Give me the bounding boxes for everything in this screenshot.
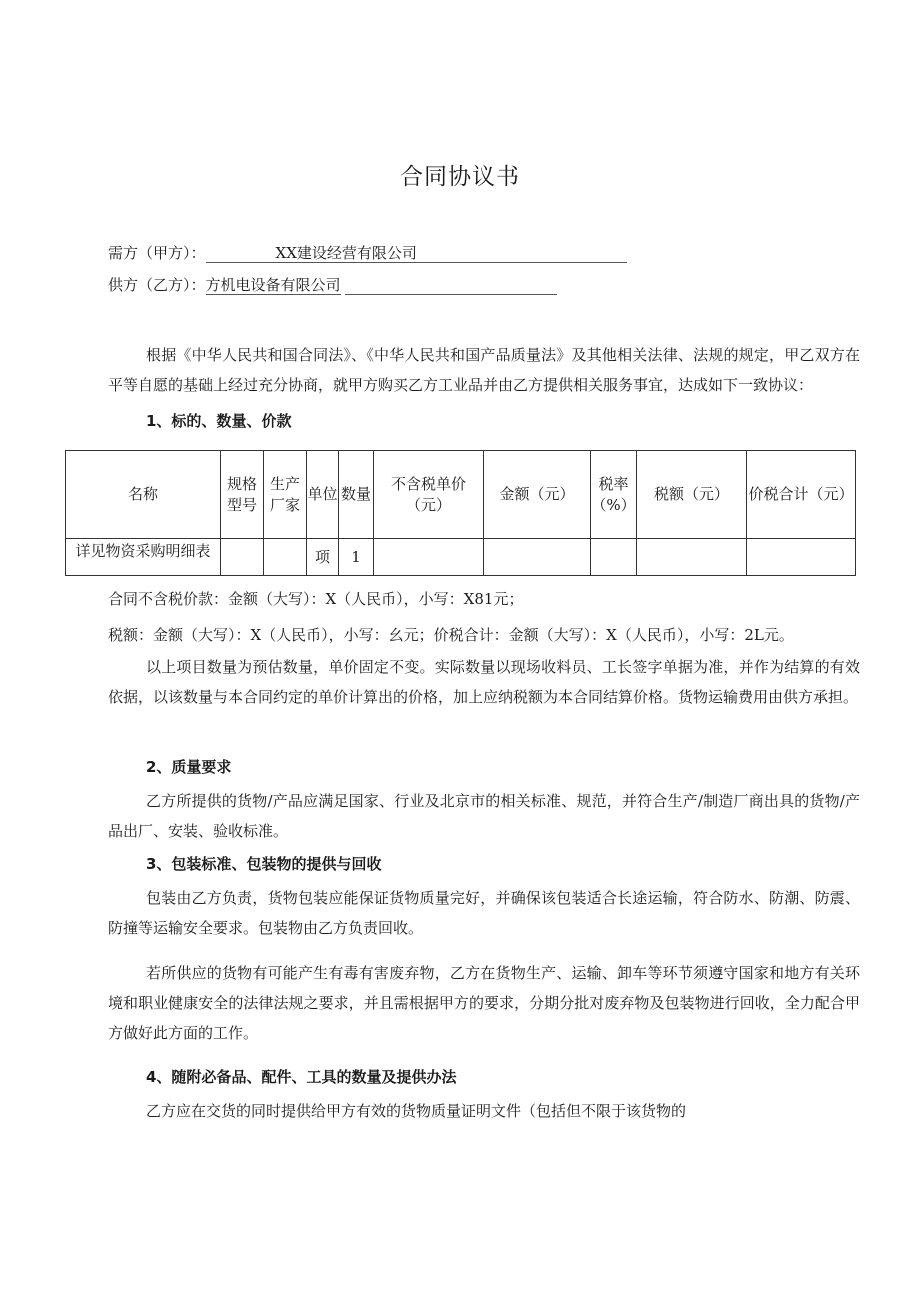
cell-tax	[637, 539, 747, 576]
items-table	[65, 450, 856, 576]
amount-line-1: 合同不含税价款：金额（大写）：X（人民币），小写：X81元；	[108, 590, 524, 608]
section2-text: 乙方所提供的货物/产品应满足国家、行业及北京市的相关标准、规范，并符合生产/制造厂商出具的货物/产品出厂、安装、验收标准。	[108, 792, 860, 840]
seller-value: 方机电设备有限公司	[205, 276, 341, 294]
cell-unit: 项	[307, 539, 339, 576]
cell-name-text: 详见物资采购明细表	[75, 542, 211, 560]
section4-text: 乙方应在交货的同时提供给甲方有效的货物质量证明文件（包括但不限于该货物的	[146, 1102, 687, 1120]
buyer-line	[108, 242, 627, 263]
col-header-maker: 生产厂家	[264, 451, 307, 539]
cell-qty: 1	[339, 539, 374, 576]
col-header-unit-price: 不含税单价（元）	[374, 451, 484, 539]
seller-underline	[345, 277, 557, 295]
col-header-amount: 金额（元）	[484, 451, 591, 539]
amount-line-2: 税额：金额（大写）：X（人民币），小写：幺元；价税合计：金额（大写）：X（人民币），小写：2L元。	[108, 626, 794, 644]
quantity-paragraph: 以上项目数量为预估数量，单价固定不变。实际数量以现场收料员、工长签字单据为准，并作为结算的有效依据，以该数量与本合同约定的单价计算出的价格，加上应纳税额为本合同结算价格。货物运输费用由供方承担。	[108, 658, 860, 706]
cell-amount	[484, 539, 591, 576]
cell-tax-rate	[591, 539, 637, 576]
col-header-spec: 规格型号	[221, 451, 264, 539]
section3-text-1: 包装由乙方负责，货物包装应能保证货物质量完好，并确保该包装适合长途运输，符合防水、防潮、防震、防撞等运输安全要求。包装物由乙方负责回收。	[108, 889, 860, 937]
document-title: 合同协议书	[400, 164, 520, 190]
intro-paragraph: 根据《中华人民共和国合同法》、《中华人民共和国产品质量法》及其他相关法律、法规的规定，甲乙双方在平等自愿的基础上经过充分协商，就甲方购买乙方工业品并由乙方提供相关服务事宜，达成如下一致协议：	[108, 346, 860, 394]
seller-line	[108, 274, 557, 295]
section3-heading: 3、包装标准、包装物的提供与回收	[146, 855, 382, 873]
table-header-row	[66, 451, 856, 539]
cell-total	[747, 539, 856, 576]
col-header-name: 名称	[66, 451, 221, 539]
cell-unit-price	[374, 539, 484, 576]
col-header-tax-rate: 税率（%）	[591, 451, 637, 539]
col-header-unit: 单位	[307, 451, 339, 539]
cell-spec	[221, 539, 264, 576]
section4-heading: 4、随附必备品、配件、工具的数量及提供办法	[146, 1068, 457, 1086]
col-header-total: 价税合计（元）	[747, 451, 856, 539]
col-header-tax: 税额（元）	[637, 451, 747, 539]
cell-maker	[264, 539, 307, 576]
seller-label: 供方（乙方）：	[108, 276, 206, 294]
buyer-label: 需方（甲方）：	[108, 244, 206, 262]
section1-heading: 1、标的、数量、价款	[146, 412, 292, 430]
col-header-qty: 数量	[339, 451, 374, 539]
buyer-value: XX建设经营有限公司	[206, 245, 417, 263]
section2-heading: 2、质量要求	[146, 758, 232, 776]
buyer-underline	[417, 245, 627, 263]
table-row	[66, 539, 856, 576]
cell-name	[66, 539, 221, 576]
section3-text-2: 若所供应的货物有可能产生有毒有害废弃物，乙方在货物生产、运输、卸车等环节须遵守国家和地方有关环境和职业健康安全的法律法规之要求，并且需根据甲方的要求，分期分批对废弃物及包装物进行回收，全力配合甲方做好此方面的工作。	[108, 964, 860, 1042]
